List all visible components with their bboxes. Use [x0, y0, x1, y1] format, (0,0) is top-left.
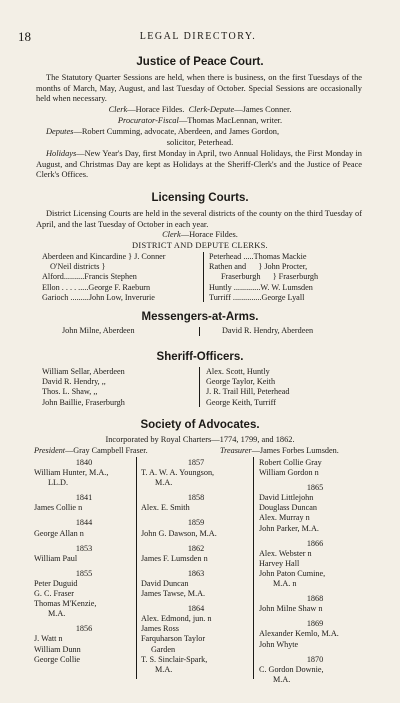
advocate-name: C. Gordon Downie,	[259, 664, 324, 674]
licensing-heading: Licensing Courts.	[151, 192, 249, 204]
justice-fiscal-line: Procurator-Fiscal—Thomas MacLennan, writer.	[117, 116, 283, 125]
messenger-left: John Milne, Aberdeen	[62, 326, 135, 335]
advocate-name: James Tawse, M.A.	[141, 589, 206, 599]
advocate-name: David Duncan	[141, 578, 189, 588]
advocate-name: M.A.	[155, 478, 173, 488]
admission-year: 1841	[75, 493, 93, 503]
advocate-name: John Parker, M.A.	[259, 523, 319, 533]
advocate-name: T. S. Sinclair-Spark,	[141, 654, 208, 664]
district-row: Ellon . . . . .....George F. Raeburn	[42, 282, 151, 292]
advocates-column-1	[34, 458, 134, 665]
justice-clerks-line: Clerk—Horace Fildes. Clerk-Depute—James Conner.	[108, 105, 292, 114]
admission-year: 1863	[187, 568, 205, 578]
advocates-column-3	[259, 458, 371, 685]
officer-item: William Sellar, Aberdeen	[42, 367, 125, 376]
advocates-heading: Society of Advocates.	[140, 419, 260, 431]
advocate-name: Robert Collie Gray	[259, 458, 322, 467]
officer-item: David R. Hendry, ,,	[42, 377, 106, 387]
sheriff-heading: Sheriff-Officers.	[156, 351, 244, 363]
district-row: Garioch .........John Low, Inverurie	[42, 292, 155, 302]
sheriff-officers-left	[42, 367, 125, 408]
district-row: Peterhead .....Thomas Mackie	[209, 252, 307, 261]
district-row: Rathen and } John Procter,	[209, 262, 308, 272]
advocate-name: Alex. Murray n	[259, 513, 310, 523]
advocate-name: William Dunn	[34, 644, 81, 654]
advocate-name: LL.D.	[48, 478, 69, 488]
admission-year: 1858	[187, 493, 205, 503]
advocate-name: George Allan n	[34, 528, 84, 538]
advocate-name: G. C. Fraser	[34, 589, 75, 599]
officer-item: John Baillie, Fraserburgh	[42, 397, 125, 407]
advocate-name: William Hunter, M.A.,	[34, 468, 109, 478]
officer-item: Thos. L. Shaw, ,,	[42, 387, 98, 397]
advocate-name: Garden	[151, 644, 176, 654]
officer-item: George Taylor, Keith	[206, 377, 276, 387]
admission-year: 1856	[75, 624, 93, 634]
advocates-incorporated: Incorporated by Royal Charters—1774, 1799, and 1862.	[105, 435, 295, 444]
advocate-name: Thomas M'Kenzie,	[34, 599, 97, 609]
table-divider	[203, 252, 204, 302]
advocate-name: Alexander Kemlo, M.A.	[259, 629, 339, 639]
advocate-name: James Ross	[141, 624, 179, 634]
admission-year: 1869	[306, 619, 324, 629]
advocate-name: George Collie	[34, 654, 81, 664]
column-divider	[136, 457, 137, 679]
district-row: Alford..........Francis Stephen	[42, 272, 137, 282]
advocate-name: Douglass Duncan	[259, 503, 317, 513]
messengers-heading: Messengers-at-Arms.	[141, 311, 259, 323]
sheriff-officers-right	[206, 367, 289, 408]
admission-year: 1865	[306, 483, 324, 493]
district-row: Fraserburgh } Fraserburgh	[221, 272, 319, 282]
sheriff-divider	[199, 367, 200, 407]
licensing-paragraph: District Licensing Courts are held in the several districts of the county on the third Tuesday of April, and the last Tuesday of October in each year.	[36, 209, 362, 229]
advocate-name: Alex. Edmond, jun. n	[141, 614, 212, 624]
district-clerks-left	[42, 252, 198, 303]
officer-item: Alex. Scott, Huntly	[206, 367, 270, 376]
advocate-name: William Gordon n	[259, 468, 319, 478]
district-row: O'Neil districts }	[50, 262, 106, 272]
advocate-name: Alex. Webster n	[259, 548, 312, 558]
admission-year: 1859	[187, 518, 205, 528]
district-clerks-right	[209, 252, 359, 303]
district-table-heading: DISTRICT AND DEPUTE CLERKS.	[132, 241, 268, 250]
justice-heading: Justice of Peace Court.	[136, 56, 264, 68]
page-number: 18	[18, 29, 31, 44]
officer-item: George Keith, Turriff	[206, 397, 276, 407]
officer-item: J. R. Trail Hill, Peterhead	[206, 387, 290, 397]
advocate-name: Farquharson Taylor	[141, 634, 206, 644]
advocate-name: Alex. E. Smith	[141, 503, 190, 513]
advocate-name: William Paul	[34, 553, 78, 563]
admission-year: 1840	[75, 458, 93, 467]
justice-holidays: Holidays—New Year's Day, first Monday in April, two Annual Holidays, the First Monday in August, and Christmas Day are kept as Holidays at the Sheriff-Clerk's and the Justice of Peace Clerk's Offices.	[36, 149, 362, 180]
admission-year: 1868	[306, 594, 324, 604]
admission-year: 1857	[187, 458, 205, 467]
messenger-right: David R. Hendry, Aberdeen	[222, 326, 314, 335]
district-row: Turriff ..............George Lyall	[209, 292, 305, 302]
advocate-name: John Milne Shaw n	[259, 604, 323, 614]
admission-year: 1864	[187, 604, 205, 614]
advocate-name: T. A. W. A. Youngson,	[141, 468, 215, 478]
advocates-treasurer: Treasurer—James Forbes Lumsden.	[220, 446, 339, 455]
admission-year: 1862	[187, 543, 205, 553]
admission-year: 1866	[306, 538, 324, 548]
justice-paragraph: The Statutory Quarter Sessions are held, when there is business, on the first Tuesdays of the months of March, May, August, and last Tuesday of October. Special Sessions are occasionally held when necessary.	[36, 73, 362, 104]
admission-year: 1870	[306, 654, 324, 664]
advocate-name: J. Watt n	[34, 634, 63, 644]
advocate-name: James F. Lumsden n	[141, 553, 208, 563]
justice-deputes-line-2: solicitor, Peterhead.	[166, 138, 234, 147]
admission-year: 1844	[75, 518, 93, 528]
advocate-name: M.A. n	[273, 579, 297, 589]
advocate-name: David Littlejohn	[259, 493, 314, 503]
advocate-name: M.A.	[48, 609, 66, 619]
advocate-name: John Paton Cumine,	[259, 568, 326, 578]
advocate-name: Peter Duguid	[34, 578, 78, 588]
column-divider	[253, 457, 254, 679]
licensing-clerk-line: Clerk—Horace Fildes.	[162, 230, 238, 239]
justice-deputes-line: Deputes—Robert Cumming, advocate, Aberdeen, and James Gordon,	[46, 127, 280, 136]
running-title: LEGAL DIRECTORY.	[139, 31, 257, 42]
admission-year: 1855	[75, 568, 93, 578]
advocates-president: President—Gray Campbell Fraser.	[34, 446, 148, 455]
district-row: Aberdeen and Kincardine } J. Conner	[42, 252, 166, 261]
advocate-name: John G. Dawson, M.A.	[141, 528, 217, 538]
advocate-name: Harvey Hall	[259, 558, 300, 568]
district-row: Huntly .............W. W. Lumsden	[209, 282, 313, 292]
advocate-name: M.A.	[273, 674, 291, 684]
admission-year: 1853	[75, 543, 93, 553]
messengers-divider	[199, 327, 200, 336]
advocate-name: M.A.	[155, 664, 173, 674]
advocate-name: John Whyte	[259, 639, 299, 649]
advocate-name: James Collie n	[34, 503, 83, 513]
advocates-column-2	[141, 458, 251, 675]
page-header	[18, 29, 378, 45]
